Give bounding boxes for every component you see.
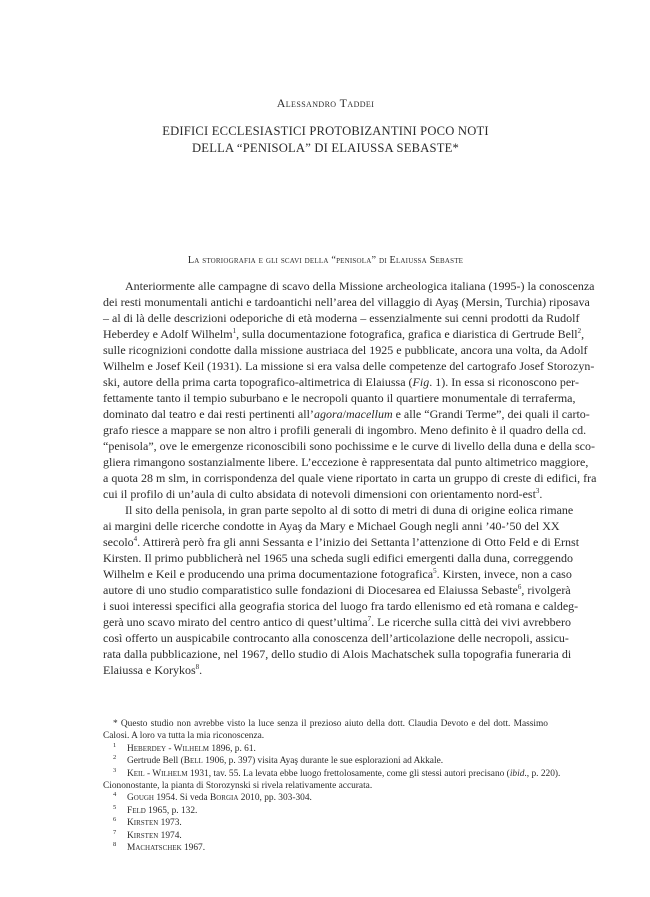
- text-line: ski, autore della prima carta topografico-altimetrica di Elaiussa (Fig. 1). In essa si riconoscono per-: [103, 375, 579, 389]
- text-line: i suoi interessi specifici alla geografia storica del luogo fra tardo ellenismo ed età romana e caldeg-: [103, 599, 579, 613]
- footnote-7: 7 Kirsten 1974.: [113, 828, 182, 841]
- text-line: fettamente tanto il tempio suburbano e le necropoli quanto il quartiere monumentale di terraferma,: [103, 391, 576, 405]
- footnote-4: 4 Gough 1954. Si veda Borgia 2010, pp. 303-304.: [113, 791, 312, 804]
- text-line: Il sito della penisola, in gran parte sepolto al di sotto di metri di duna di origine eolica rimane: [125, 503, 574, 517]
- text-line: cui il profilo di un’aula di culto absidata di notevoli dimensioni con orientamento nord-est$^3$.: [103, 487, 543, 501]
- footnote-ref[interactable]: 5: [433, 567, 437, 575]
- text-line: ai margini delle ricerche condotte in Ayaş da Mary e Michael Gough negli anni ’40-’50 del XX: [103, 519, 560, 533]
- title-line: EDIFICI ECCLESIASTICI PROTOBIZANTINI POCO NOTI: [162, 124, 489, 138]
- text-line: dei resti monumentali antichi e tardoantichi nell’area del villaggio di Ayaş (Mersin, Turchia) riposava: [103, 295, 590, 309]
- footnote-ref[interactable]: 1: [232, 327, 237, 335]
- text-line: “penisola”, ove le emergenze riconoscibili sono pochissime e le curve di livello della duna e della sco-: [103, 439, 595, 453]
- text-line: gerà uno scavo mirato del centro antico di quest’ultima$^7$. Le ricerche sulla città dei vivi avrebbero: [103, 615, 571, 629]
- footnote-ref[interactable]: 7: [367, 615, 372, 623]
- figure-ref[interactable]: Fig: [412, 375, 430, 389]
- text-line: grafo riesce a mappare se non altro i profili generali di ingombro. Meno definito è il quadro della cd.: [103, 423, 587, 437]
- footnotes: [103, 718, 561, 854]
- footnote-ref[interactable]: 8: [195, 663, 200, 671]
- text-line: gliera rimangono sostanzialmente libere. L’eccezione è rappresentata dal punto altimetrico maggiore,: [103, 455, 589, 469]
- text-line: – al di là delle descrizioni odeporiche di età moderna – essenzialmente sui cenni prodotti da Rudolf: [103, 311, 580, 325]
- text-line: rata dalla pubblicazione, nel 1967, dello studio di Alois Machatschek sulla topografia funeraria di: [103, 647, 572, 661]
- footnote-3-cont: Ciononostante, la pianta di Storozynski si rivela relativamente accurata.: [103, 781, 373, 792]
- text-line: Wilhelm e Josef Keil (1931). La missione si era valsa delle competenze del cartografo Josef Storozyn-: [103, 359, 595, 373]
- footnote-3: 3 Keil - Wilhelm 1931, tav. 55. La levata ebbe luogo frettolosamente, come gli stessi autori precisano (ibid., p. 220).: [113, 766, 561, 779]
- title-line: DELLA “PENISOLA” DI ELAIUSSA SEBASTE*: [192, 141, 459, 155]
- text-line: Heberdey e Adolf Wilhelm$^1$, sulla documentazione fotografica, grafica e diaristica di Gertrude Bell$^2$,: [103, 327, 585, 341]
- footnote-star: * Questo studio non avrebbe visto la luce senza il prezioso aiuto della dott. Claudia Devoto e del dott. Massimo: [113, 719, 548, 729]
- text-line: sulle ricognizioni condotte dalla missione austriaca del 1925 e pubblicate, ancora una volta, da Adolf: [103, 343, 588, 357]
- text-line: secolo$^4$. Attirerà però fra gli anni Sessanta e l’inizio dei Settanta l’attenzione di Otto Feld e di Ernst: [103, 535, 580, 549]
- section-heading: La storiografia e gli scavi della “penisola” di Elaiussa Sebaste: [187, 255, 464, 266]
- paragraph: [103, 502, 580, 678]
- text-line: Anteriormente alle campagne di scavo della Missione archeologica italiana (1995-) la conoscenza: [125, 279, 595, 293]
- footnote-ref[interactable]: 6: [517, 583, 522, 591]
- footnote-2: 2 Gertrude Bell (Bell 1906, p. 397) visita Ayaş durante le sue esplorazioni ad Akkale.: [113, 754, 444, 767]
- footnote-6: 6 Kirsten 1973.: [113, 816, 182, 829]
- article-title: [103, 123, 548, 157]
- text-line: Wilhelm e Keil e producendo una prima documentazione fotografica$^5$. Kirsten, invece, non a caso: [103, 567, 572, 581]
- text-line: autore di uno studio comparatistico sulle fondazioni di Diocesarea ed Elaiussa Sebaste$^6$, rivolgerà: [103, 583, 571, 597]
- body-text: [103, 278, 597, 678]
- page: [103, 0, 597, 897]
- text-line: così offerto un auspicabile controcanto alla conoscenza dell’articolazione delle necropoli, assicu-: [103, 631, 569, 645]
- footnote-8: 8 Machatschek 1967.: [113, 840, 206, 854]
- paragraph: [103, 278, 597, 502]
- footnote-ref[interactable]: 4: [133, 535, 138, 543]
- footnote-ref[interactable]: 2: [577, 327, 582, 335]
- text-line: dominato dal teatro e dai resti pertinenti all’agora/macellum e alle “Grandi Terme”, dei quali il carto-: [103, 407, 590, 421]
- text-line: Kirsten. Il primo pubblicherà nel 1965 una scheda sugli edifici emergenti dalla duna, correggendo: [103, 551, 573, 565]
- footnote-1: 1 Heberdey - Wilhelm 1896, p. 61.: [113, 741, 256, 754]
- text-line: Elaiussa e Korykos$^8$.: [103, 663, 203, 677]
- author-name: Alessandro Taddei: [276, 96, 375, 110]
- text-line: a quota 28 m slm, in corrispondenza del quale viene riportato in carta un gruppo di creste di edifici, fra: [103, 471, 597, 485]
- footnote-ref[interactable]: 3: [535, 487, 540, 495]
- footnote-5: 5 Feld 1965, p. 132.: [113, 803, 198, 816]
- footnote-star-cont: Calosi. A loro va tutta la mia riconoscenza.: [103, 731, 265, 742]
